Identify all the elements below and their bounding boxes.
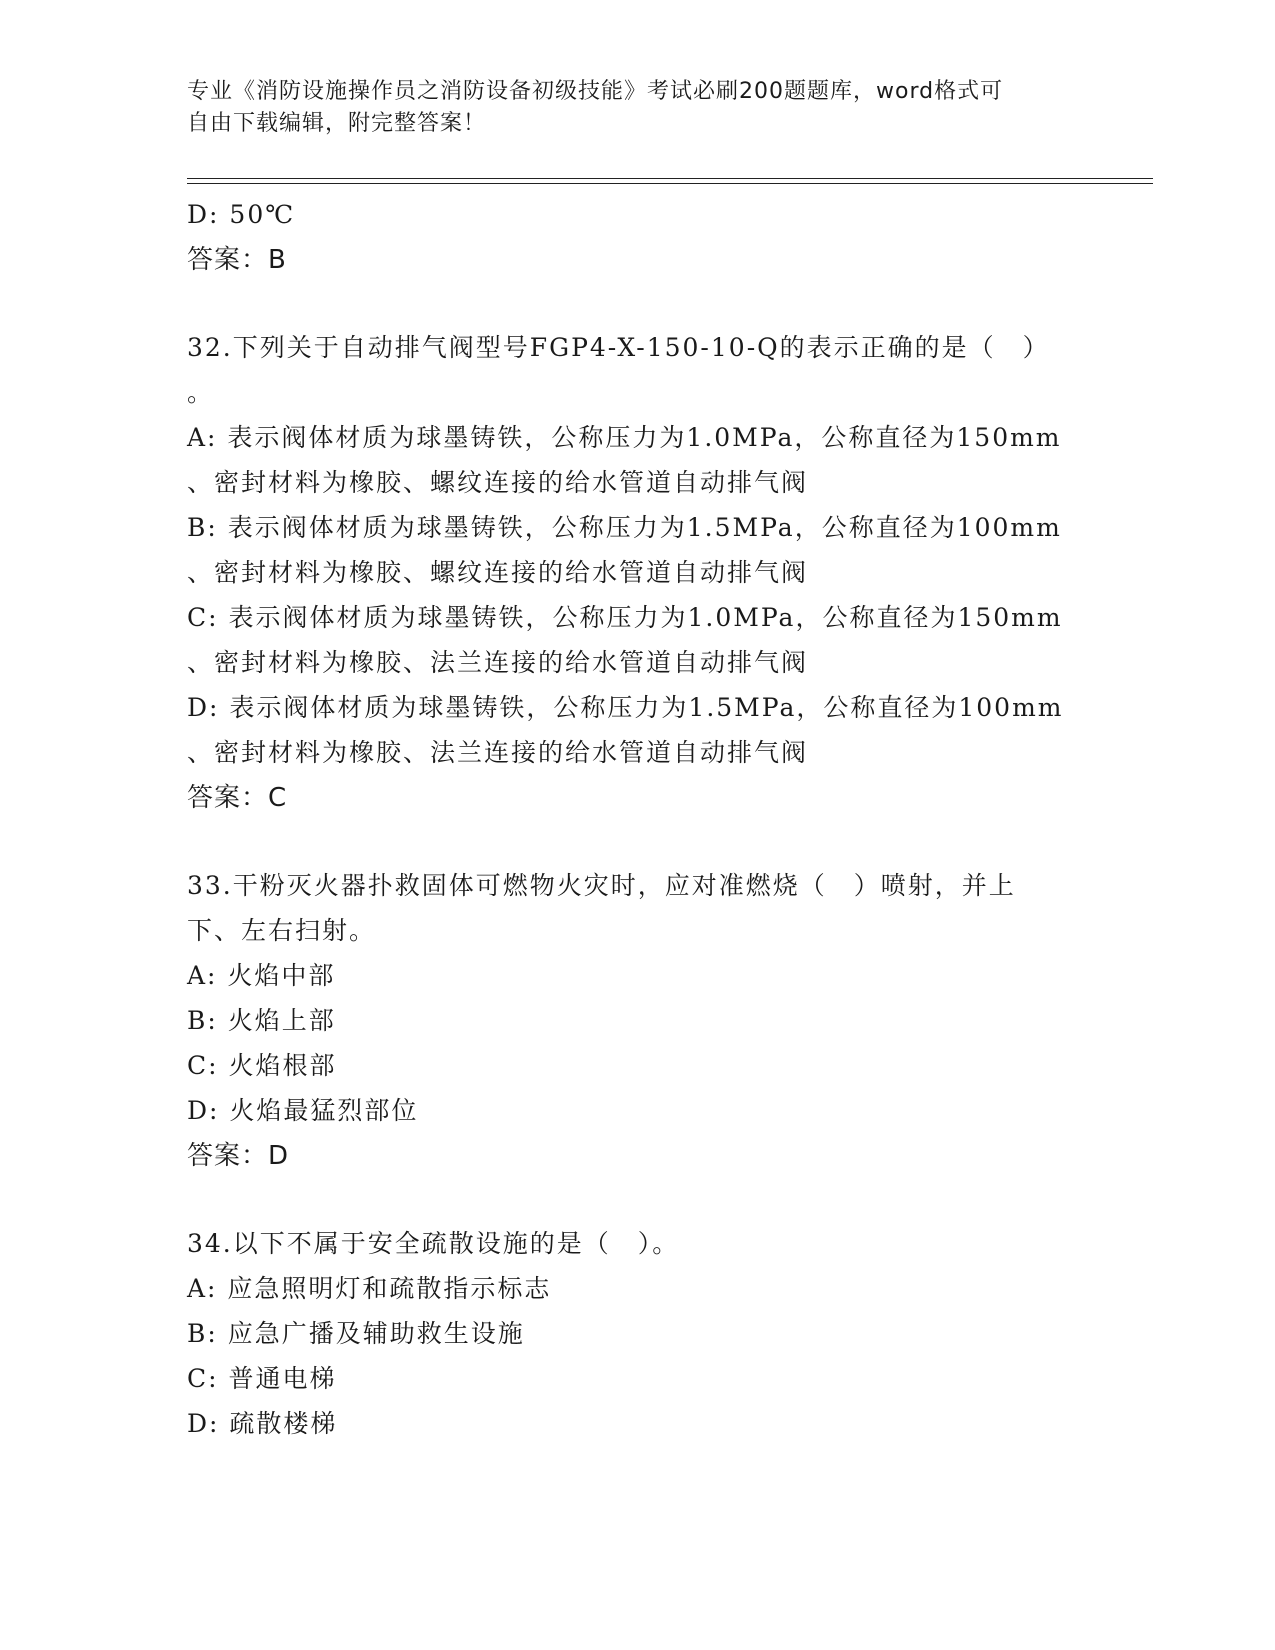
document-body	[187, 192, 1087, 1446]
prev-answer: 答案：B	[187, 245, 287, 275]
question-34	[187, 1221, 1087, 1446]
q33-answer: 答案：D	[187, 1141, 290, 1171]
header-rule-bottom	[187, 183, 1153, 184]
q34-stem: 34.以下不属于安全疏散设施的是（ ）。	[187, 1229, 680, 1258]
q34-option-b: B: 应急广播及辅助救生设施	[187, 1319, 525, 1348]
q32-option-b-line-1: B: 表示阀体材质为球墨铸铁，公称压力为1.5MPa，公称直径为100mm	[187, 513, 1062, 542]
q33-option-c: C: 火焰根部	[187, 1051, 337, 1080]
q32-option-d-line-1: D: 表示阀体材质为球墨铸铁，公称压力为1.5MPa，公称直径为100mm	[187, 693, 1064, 722]
header-line-1: 专业《消防设施操作员之消防设备初级技能》考试必刷200题题库，word格式可	[187, 79, 1004, 104]
q32-option-d-line-2: 、密封材料为橡胶、法兰连接的给水管道自动排气阀	[187, 738, 809, 767]
q34-option-d: D: 疏散楼梯	[187, 1409, 338, 1438]
q32-option-a-line-2: 、密封材料为橡胶、螺纹连接的给水管道自动排气阀	[187, 468, 809, 497]
spacer	[187, 821, 1087, 863]
header-line-2: 自由下载编辑，附完整答案！	[187, 111, 487, 136]
q33-option-d: D: 火焰最猛烈部位	[187, 1096, 419, 1125]
prev-option-d: D: 50℃	[187, 200, 296, 229]
question-32	[187, 325, 1087, 821]
q33-option-b: B: 火焰上部	[187, 1006, 336, 1035]
document-header	[187, 76, 1067, 140]
q32-answer: 答案：C	[187, 783, 288, 813]
header-rule-top	[187, 178, 1153, 179]
question-33	[187, 863, 1087, 1179]
q32-option-b-line-2: 、密封材料为橡胶、螺纹连接的给水管道自动排气阀	[187, 558, 809, 587]
q33-stem-line-1: 33.干粉灭火器扑救固体可燃物火灾时，应对准燃烧（ ）喷射，并上	[187, 871, 1016, 900]
spacer	[187, 1179, 1087, 1221]
spacer	[187, 283, 1087, 325]
q32-option-a-line-1: A: 表示阀体材质为球墨铸铁，公称压力为1.0MPa，公称直径为150mm	[187, 423, 1062, 452]
q32-stem-line-1: 32.下列关于自动排气阀型号FGP4-X-150-10-Q的表示正确的是（ ）	[187, 333, 1050, 362]
q33-stem-line-2: 下、左右扫射。	[187, 916, 377, 945]
q33-option-a: A: 火焰中部	[187, 961, 336, 990]
q34-option-c: C: 普通电梯	[187, 1364, 337, 1393]
q32-option-c-line-1: C: 表示阀体材质为球墨铸铁，公称压力为1.0MPa，公称直径为150mm	[187, 603, 1063, 632]
q32-option-c-line-2: 、密封材料为橡胶、法兰连接的给水管道自动排气阀	[187, 648, 809, 677]
q34-option-a: A: 应急照明灯和疏散指示标志	[187, 1274, 552, 1303]
q32-stem-line-2: 。	[187, 378, 215, 407]
